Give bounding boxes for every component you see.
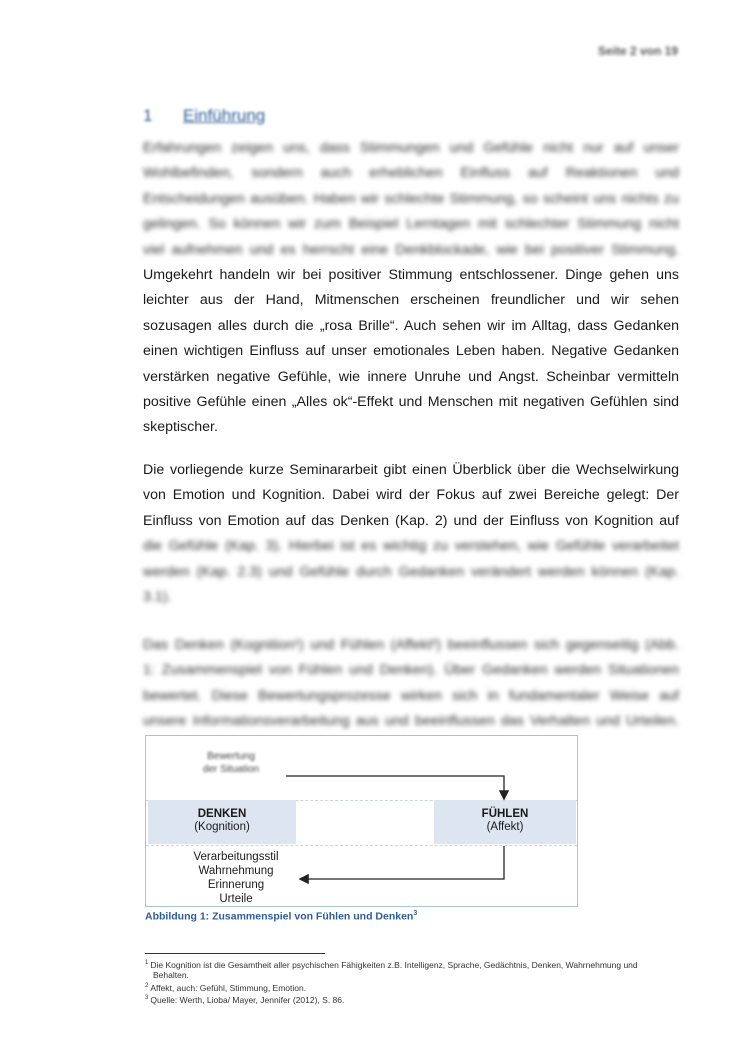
diagram-arrows (146, 736, 576, 906)
processing-item: Urteile (219, 893, 253, 905)
blurred-line: 3.1). (143, 588, 172, 605)
footnote-number: 1 (145, 960, 149, 966)
footnotes (145, 958, 665, 1005)
section-title: Einführung (183, 106, 266, 125)
processing-item: Wahrnehmung (198, 865, 274, 877)
evaluation-label-line: der Situation (202, 764, 260, 775)
text-line: sozusagen alles durch die „rosa Brille“. Auch sehen wir im Alltag, dass Gedanken (143, 317, 679, 334)
denken-subtitle: (Kognition) (194, 821, 250, 833)
evaluation-label-line: Bewertung (207, 751, 255, 762)
footnote (145, 981, 665, 993)
footnote-text: Quelle: Werth, Lioba/ Mayer, Jennifer (2012), S. 86. (150, 994, 345, 1005)
text-line: Die vorliegende kurze Seminararbeit gibt einen Überblick über die Wechselwirkung (143, 462, 679, 478)
footnote-text: Die Kognition ist die Gesamtheit aller psychischen Fähigkeiten z.B. Intelligenz, Sprache, Gedächtnis, Denken, Wahrnehmung und Behalten. (150, 959, 638, 981)
fuehlen-subtitle: (Affekt) (486, 821, 524, 833)
text-line: einen wichtigen Einfluss auf unser emotionales Leben haben. Negative Gedanken (143, 343, 679, 360)
text-line: Einfluss von Emotion auf das Denken (Kap. 2) und der Einfluss von Kognition auf (143, 512, 679, 529)
footnote-text: Affekt, auch: Gefühl, Stimmung, Emotion. (150, 982, 307, 993)
blurred-line: Entscheidungen ausüben. Haben wir schlechte Stimmung, so scheint uns nichts zu (143, 190, 679, 207)
blurred-line: die Gefühle (Kap. 3). Hierbei ist es wichtig zu verstehen, wie Gefühle verarbeitet (143, 538, 679, 555)
processing-item: Verarbeitungsstil (193, 851, 279, 863)
processing-item: Erinnerung (207, 879, 265, 891)
paragraph-overview (143, 458, 679, 610)
footnote-number: 3 (145, 995, 149, 1002)
text-line: positive Gefühle einen „Alles ok“-Effekt und Menschen mit negativen Gefühlen sind (143, 393, 679, 410)
caption-text: Abbildung 1: Zusammenspiel von Fühlen und Denken (145, 910, 414, 923)
text-line: Umgekehrt handeln wir bei positiver Stimmung entschlossener. Dinge gehen uns (143, 266, 679, 283)
section-heading (143, 106, 683, 126)
page-number: Seite 2 von 19 (597, 44, 678, 58)
blurred-line: Das Denken (Kognition¹) und Fühlen (Affekt²) beeinflussen sich gegenseitig (Abb. (143, 637, 679, 653)
section-number: 1 (143, 106, 153, 125)
denken-title: DENKEN (197, 808, 247, 820)
blurred-line: Wohlbefinden, sondern auch erheblichen Einfluss auf Reaktionen und (143, 165, 679, 182)
text-line: skeptischer. (143, 419, 218, 436)
arrow-to-denken (301, 846, 504, 879)
blurred-line: Erfahrungen zeigen uns, dass Stimmungen und Gefühle nicht nur auf unser (143, 140, 679, 156)
blurred-line: werden (Kap. 2.3) und Gefühle durch Gedanken verändert werden können (Kap. (143, 563, 679, 580)
figure-interplay-diagram (145, 735, 578, 907)
blurred-line: gelingen. So können wir zum Beispiel Lerntagen mit schlechter Stimmung nicht (143, 216, 679, 233)
figure-caption (145, 910, 417, 923)
paragraph-intro (143, 136, 679, 441)
blurred-line: unsere Informationsverarbeitung aus und beeinflussen das Verhalten und Urteilen. (143, 713, 679, 730)
footnote-number: 2 (145, 982, 149, 989)
blurred-line: bewertet. Diese Bewertungsprozesse wirken sich in fundamentaler Weise auf (143, 687, 679, 704)
footnote-divider (145, 953, 325, 954)
footnote (145, 993, 665, 1005)
blurred-line: 1: Zusammenspiel von Fühlen und Denken). Über Gedanken werden Situationen (143, 662, 679, 679)
arrow-to-fuehlen (286, 776, 504, 798)
text-line: verstärken negative Gefühle, wie innere Unruhe und Angst. Scheinbar vermitteln (143, 368, 679, 385)
footnote (145, 958, 665, 981)
blurred-line: viel aufnehmen und es herrscht eine Denkblockade, wie bei positiver Stimmung. (143, 241, 679, 258)
caption-footnote-ref: 3 (413, 910, 418, 917)
text-line: von Emotion und Kognition. Dabei wird der Fokus auf zwei Bereiche gelegt: Der (143, 487, 679, 504)
text-line: leichter aus der Hand, Mitmenschen erscheinen freundlicher und wir sehen (143, 292, 679, 309)
paragraph-interplay (143, 633, 679, 735)
fuehlen-title: FÜHLEN (481, 808, 529, 820)
